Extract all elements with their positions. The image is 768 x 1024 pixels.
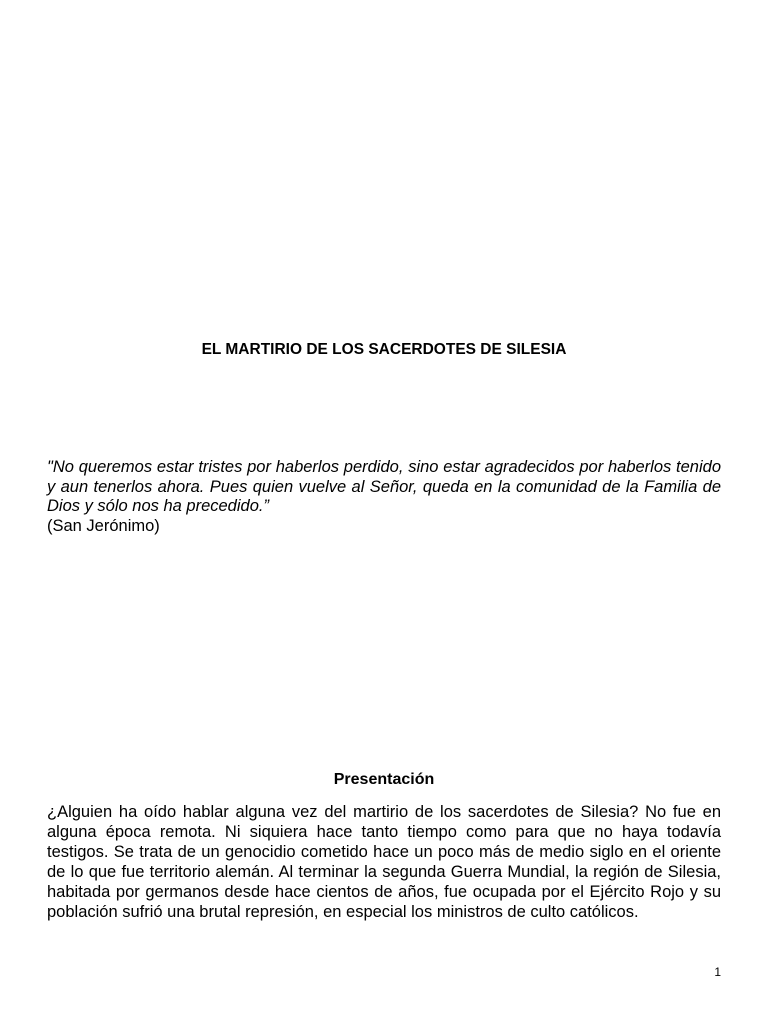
page-number: 1 <box>714 965 721 979</box>
document-title: EL MARTIRIO DE LOS SACERDOTES DE SILESIA <box>201 341 567 358</box>
epigraph-source: (San Jerónimo) <box>47 516 160 535</box>
epigraph <box>47 458 721 536</box>
epigraph-quote: "No queremos estar tristes por haberlos perdido, sino estar agradecidos por haberlos tenido y aun tenerlos ahora. Pues quien vuelve al Señor, queda en la comunidad de la Familia de Dios y sólo nos ha precedido.” <box>47 458 721 515</box>
body-paragraph: ¿Alguien ha oído hablar alguna vez del martirio de los sacerdotes de Silesia? No fue en alguna época remota. Ni siquiera hace tanto tiempo como para que no haya todavía testigos. Se trata de un genocidio cometido hace un poco más de medio siglo en el oriente de lo que fue territorio alemán. Al terminar la segunda Guerra Mundial, la región de Silesia, habitada por germanos desde hace cientos de años, fue ocupada por el Ejército Rojo y su población sufrió una brutal represión, en especial los ministros de culto católicos. <box>47 803 721 921</box>
section-heading: Presentación <box>333 771 435 788</box>
